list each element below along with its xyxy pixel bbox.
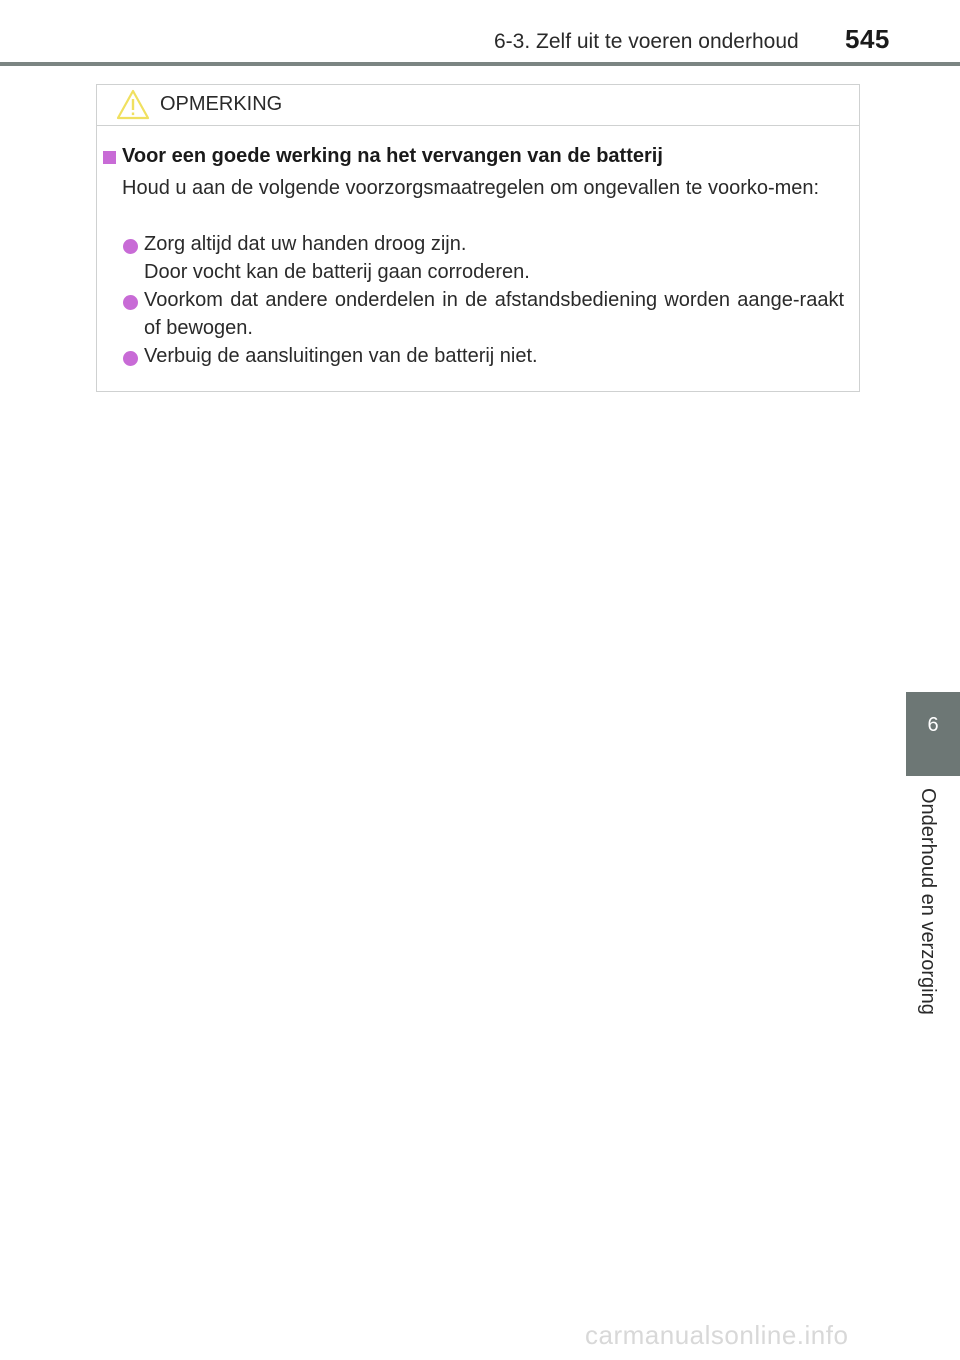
section-title: 6-3. Zelf uit te voeren onderhoud [494, 30, 799, 53]
page-header [0, 0, 960, 66]
notice-intro: Houd u aan de volgende voorzorgsmaatregelen om ongevallen te voorko-men: [122, 177, 820, 199]
page-number: 545 [845, 24, 890, 54]
bullet-dot-icon [123, 295, 138, 310]
list-item [144, 342, 844, 370]
warning-triangle-icon [116, 89, 150, 120]
list-item [144, 286, 844, 342]
notice-header [97, 85, 859, 126]
notice-box [96, 84, 860, 392]
notice-title: OPMERKING [160, 93, 283, 115]
list-item-line: Voorkom dat andere onderdelen in de afstandsbediening worden aange-raakt of bewogen. [144, 289, 844, 339]
list-item-line: Zorg altijd dat uw handen droog zijn. [144, 233, 467, 255]
chapter-tab [906, 692, 960, 776]
list-item-line: Verbuig de aansluitingen van de batterij niet. [144, 345, 538, 367]
bullet-dot-icon [123, 239, 138, 254]
bullet-dot-icon [123, 351, 138, 366]
chapter-number: 6 [927, 714, 939, 736]
watermark: carmanualsonline.info [585, 1320, 849, 1350]
list-item [144, 230, 844, 286]
header-divider [0, 62, 960, 66]
chapter-label: Onderhoud en verzorging [917, 788, 939, 1015]
list-item-line: Door vocht kan de batterij gaan corroderen. [144, 261, 530, 283]
square-bullet-icon [103, 151, 116, 164]
notice-heading: Voor een goede werking na het vervangen van de batterij [122, 145, 663, 167]
